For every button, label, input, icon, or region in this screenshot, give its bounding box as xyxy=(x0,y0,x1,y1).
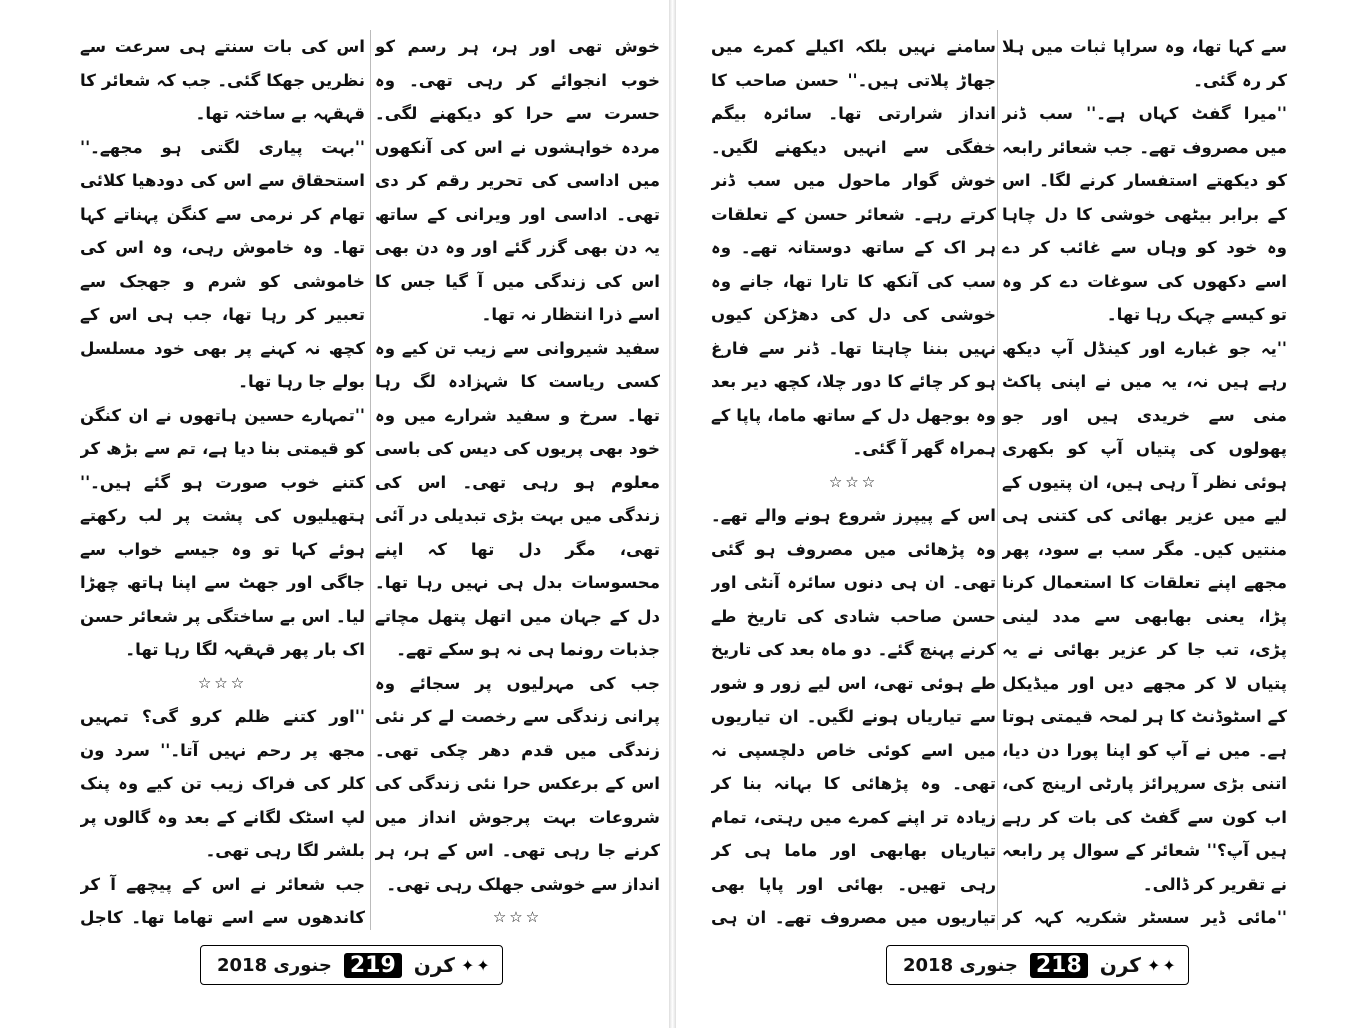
page-number: 219 xyxy=(344,953,402,978)
ornament-icon: ✦✦ xyxy=(460,955,492,975)
paragraph: سے کہا تھا، وہ سراپا ثبات میں ہلا کر رہ گئی۔ xyxy=(1002,37,1287,90)
section-separator: ☆☆☆ xyxy=(197,673,248,692)
paragraph: جب کی مہرلیوں پر سجائے وہ پرانی زندگی سے رخصت لے کر نئی زندگی میں قدم دھر چکی تھی۔ اس کے برعکس حرا نئی زندگی کی شروعات بہت پرجوش انداز میں کرنے جا رہی تھی۔ اس کے ہر، ہر انداز سے خوشی جھلک رہی تھی۔ xyxy=(375,673,660,894)
column-divider xyxy=(997,30,998,930)
section-separator: ☆☆☆ xyxy=(492,908,543,926)
paragraph: سامنے نہیں بلکہ اکیلے کمرے میں جھاڑ پلاتی ہیں۔'' حسن صاحب کا انداز شرارتی تھا۔ سائرہ بیگم خفگی سے انہیں دیکھنے لگیں۔ خوش گوار ماحول میں سب ڈنر کرتے رہے۔ شعائر حسن کے تعلقات ہر اک کے ساتھ دوستانہ تھے۔ وہ سب کی آنکھ کا تارا تھا، جانے وہ خوشی کی دل کی دھڑکن کیوں نہیں بننا چاہتا تھا۔ ڈنر سے فارغ ہو کر چائے کا دور چلا، کچھ دیر بعد وہ بوجھل دل کے ساتھ ماما، پاپا کے ہمراہ گھر آ گئی۔ xyxy=(711,37,996,458)
left-page-right-column xyxy=(375,30,660,930)
paragraph: سفید شیروانی سے زیب تن کیے وہ کسی ریاست کا شہزادہ لگ رہا تھا۔ سرخ و سفید شرارے میں وہ خود بھی پریوں کی دیس کی باسی معلوم ہو رہی تھی۔ اس کی زندگی میں بہت بڑی تبدیلی در آئی تھی، مگر دل تھا کہ اپنے محسوسات بدل ہی نہیں رہا تھا۔ دل کے جہان میں اتھل پتھل مچاتے جذبات رونما ہی نہ ہو سکے تھے۔ xyxy=(375,338,660,659)
page-footer xyxy=(886,945,1189,985)
paragraph: خوش تھی اور ہر، ہر رسم کو خوب انجوائے کر رہی تھی۔ وہ حسرت سے حرا کو دیکھنے لگی۔ مردہ خواہشوں نے اس کی آنکھوں میں اداسی کی تحریر رقم کر دی تھی۔ اداسی اور ویرانی کے ساتھ یہ دن بھی گزر گئے اور وہ دن بھی اس کی زندگی میں آ گیا جس کا اسے ذرا انتظار نہ تھا۔ xyxy=(375,37,660,324)
page-footer xyxy=(200,945,503,985)
paragraph: ''مائی ڈیر سسٹر شکریہ کہہ کر xyxy=(1002,908,1287,927)
paragraph: ''بہت پیاری لگتی ہو مجھے۔'' استحقاق سے اس کی دودھیا کلائی تھام کر نرمی سے کنگن پہناتے کہا تھا۔ وہ خاموش رہی، وہ اس کی خاموشی کو شرم و جھجک سے تعبیر کر رہا تھا، جب ہی اس کے کچھ نہ کہنے پر بھی خود مسلسل بولے جا رہا تھا۔ xyxy=(80,137,365,391)
paragraph: ''اور کتنے ظلم کرو گی؟ تمہیں مجھ پر رحم نہیں آتا۔'' سرد ون کلر کی فراک زیب تن کیے وہ پنک لپ اسٹک لگانے کے بعد وہ گالوں پر بلشر لگا رہی تھی۔ xyxy=(80,707,365,860)
paragraph: اس کی بات سنتے ہی سرعت سے نظریں جھکا گئی۔ جب کہ شعائر کا قہقہہ بے ساختہ تھا۔ xyxy=(80,37,365,123)
issue-date: جنوری 2018 xyxy=(217,954,332,976)
page-gutter xyxy=(669,0,676,1028)
section-separator: ☆☆☆ xyxy=(828,472,879,491)
magazine-name: کرن xyxy=(1099,953,1141,977)
paragraph: ''میرا گفٹ کہاں ہے۔'' سب ڈنر میں مصروف تھے۔ جب شعائر رابعہ کو دیکھتے استفسار کرنے لگا۔ اس کے برابر بیٹھی خوشی کا دل چاہا وہ خود کو وہاں سے غائب کر دے اسے دکھوں کی سوغات دے کر وہ تو کیسے چہک رہا تھا۔ xyxy=(1002,104,1287,324)
paragraph: اس کے پیپرز شروع ہونے والے تھے۔ وہ پڑھائی میں مصروف ہو گئی تھی۔ ان ہی دنوں سائرہ آنٹی اور حسن صاحب شادی کی تاریخ طے کرنے پہنچ گئے۔ دو ماہ بعد کی تاریخ طے ہوئی تھی، اس لیے زور و شور سے تیاریاں ہونے لگیں۔ ان تیاریوں میں اسے کوئی خاص دلچسپی نہ تھی۔ وہ پڑھائی کا بہانہ بنا کر زیادہ تر اپنے کمرے میں رہتی، تمام تیاریاں بھابھی اور ماما ہی کر رہی تھیں۔ بھائی اور پاپا بھی تیاریوں میں مصروف تھے۔ ان ہی xyxy=(711,506,996,927)
page-number: 218 xyxy=(1030,953,1088,978)
paragraph: ''یہ جو غبارے اور کینڈل آپ دیکھ رہے ہیں نہ، یہ میں نے اپنی پاکٹ منی سے خریدی ہیں اور جو پھولوں کی پتیاں آپ کو بکھری ہوئی نظر آ رہی ہیں، ان پتیوں کے لیے میں عزیر بھائی کی کتنی ہی منتیں کیں۔ مگر سب بے سود، پھر مجھے اپنے تعلقات کا استعمال کرنا پڑا، یعنی بھابھی سے مدد لینی پڑی، تب جا کر عزیر بھائی نے یہ پتیاں لا کر مجھے دیں اور میڈیکل کے اسٹوڈنٹ کا ہر لمحہ قیمتی ہوتا ہے۔ میں نے آپ کو اپنا پورا دن دیا، اتنی بڑی سرپرائز پارٹی ارینج کی، اب کون سے گفٹ کی بات کر رہے ہیں آپ؟'' شعائر کے سوال پر رابعہ نے تقریر کر ڈالی۔ xyxy=(1002,338,1287,894)
right-page-left-column xyxy=(711,30,996,930)
left-page-left-column xyxy=(80,30,365,930)
right-page-right-column xyxy=(1002,30,1287,930)
issue-date: جنوری 2018 xyxy=(903,954,1018,976)
column-divider xyxy=(370,30,371,930)
paragraph: جب شعائر نے اس کے پیچھے آ کر کاندھوں سے اسے تھاما تھا۔ کاجل xyxy=(80,874,365,927)
left-page xyxy=(0,0,672,1028)
ornament-icon: ✦✦ xyxy=(1146,955,1178,975)
magazine-name: کرن xyxy=(413,953,455,977)
paragraph: ''تمہارے حسین ہاتھوں نے ان کنگن کو قیمتی بنا دیا ہے، تم سے بڑھ کر کتنے خوب صورت ہو گئے ہیں۔'' ہتھیلیوں کی پشت پر لب رکھتے ہوئے کہا تو وہ جیسے خواب سے جاگی اور جھٹ سے اپنا ہاتھ چھڑا لیا۔ اس بے ساختگی پر شعائر حسن اک بار پھر قہقہہ لگا رہا تھا۔ xyxy=(80,405,365,659)
right-page xyxy=(676,0,1347,1028)
